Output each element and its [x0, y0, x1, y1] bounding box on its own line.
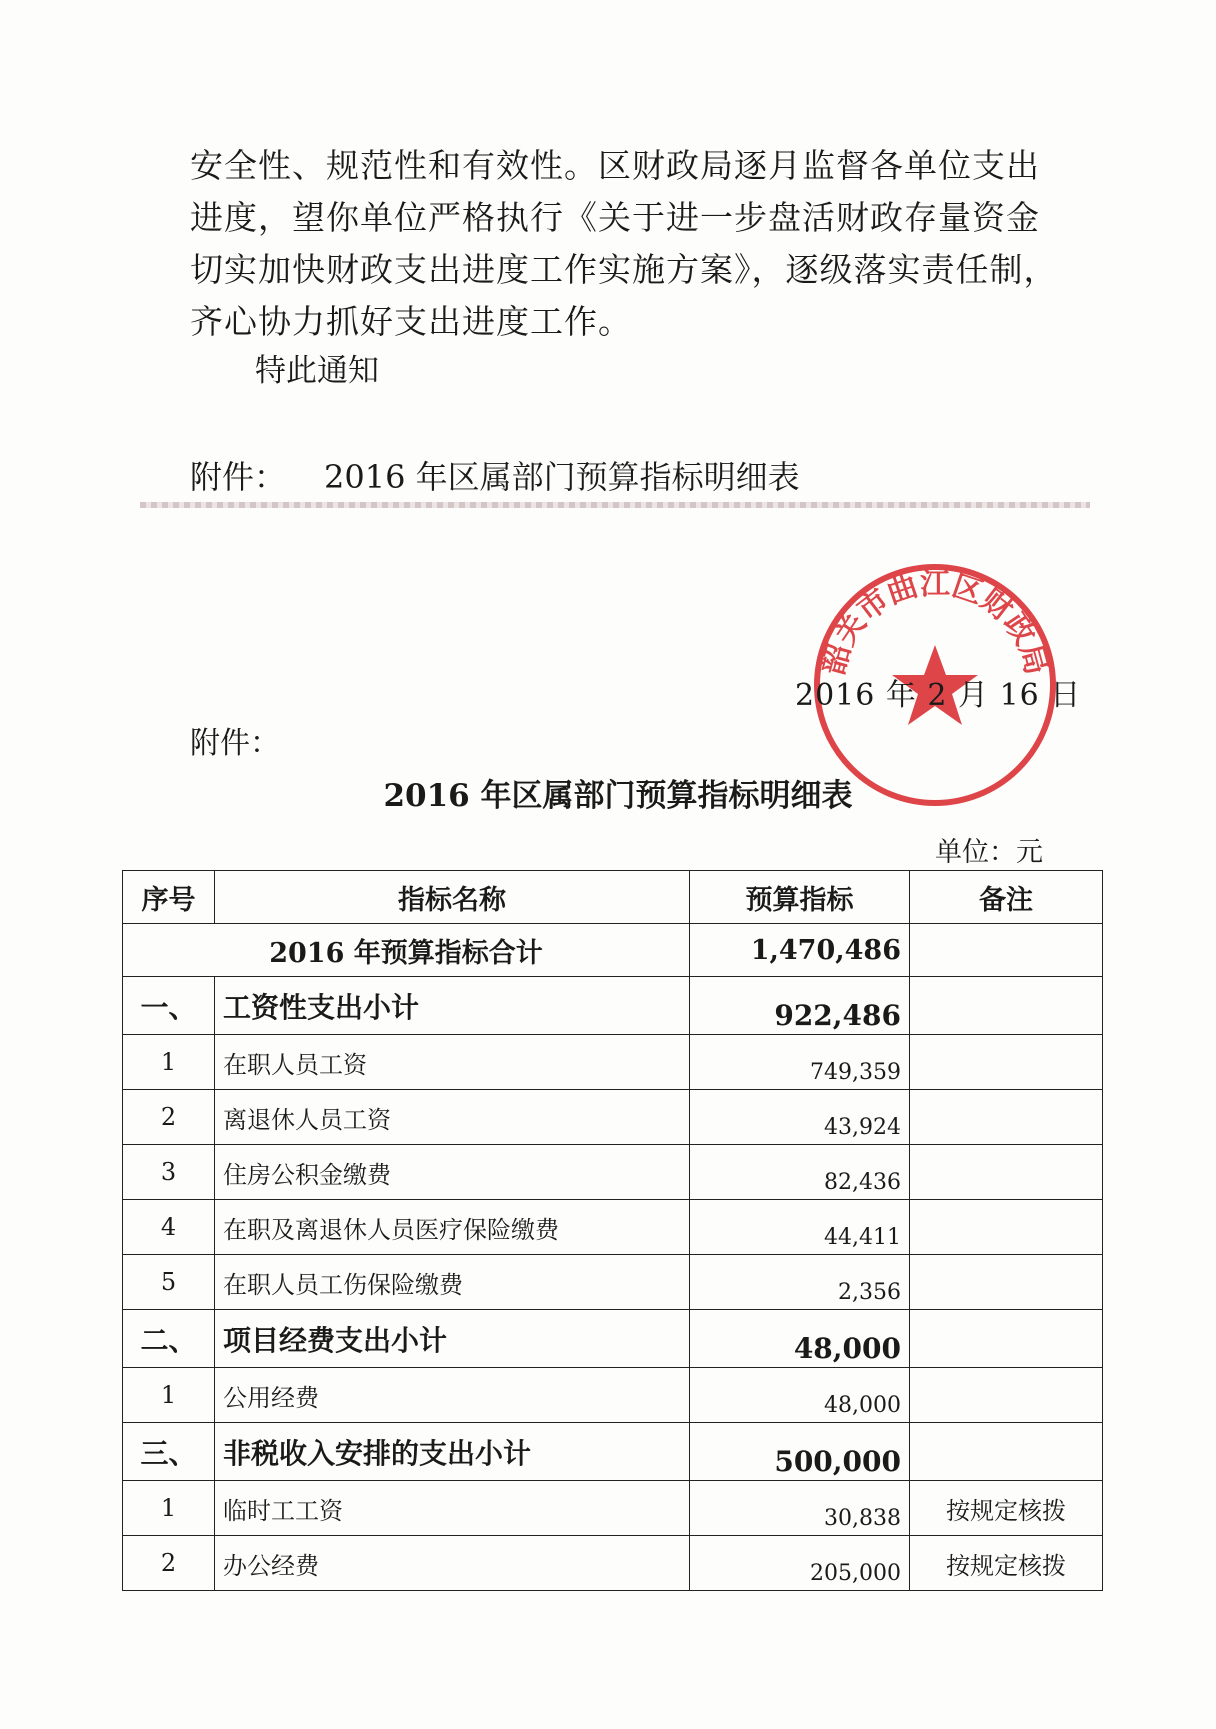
- header-amount: 预算指标: [690, 871, 910, 924]
- row-seq: 2: [123, 1536, 215, 1591]
- header-note: 备注: [910, 871, 1103, 924]
- body-paragraph: 安全性、规范性和有效性。区财政局逐月监督各单位支出进度，望你单位严格执行《关于进一步盘活财政存量资金切实加快财政支出进度工作实施方案》，逐级落实责任制，齐心协力抓好支出进度工作。: [190, 146, 1058, 341]
- subtotal-note: [910, 1423, 1103, 1481]
- row-amount: 30,838: [690, 1481, 910, 1536]
- table-row: [123, 1090, 1103, 1145]
- row-amount: 43,924: [690, 1090, 910, 1145]
- row-note: [910, 1090, 1103, 1145]
- row-seq: 1: [123, 1481, 215, 1536]
- attachment-line-title: 2016 年区属部门预算指标明细表: [324, 458, 800, 496]
- header-seq: 序号: [123, 871, 215, 924]
- subtotal-amount: 500,000: [690, 1423, 910, 1481]
- total-note: [910, 924, 1103, 977]
- table-row: [123, 1035, 1103, 1090]
- row-note: 按规定核拨: [910, 1481, 1103, 1536]
- subtotal-amount: 48,000: [690, 1310, 910, 1368]
- row-seq: 3: [123, 1145, 215, 1200]
- attachment-label: 附件：: [190, 726, 280, 761]
- row-note: [910, 1368, 1103, 1423]
- row-amount: 2,356: [690, 1255, 910, 1310]
- row-name: 公用经费: [215, 1368, 690, 1423]
- subtotal-seq: 二、: [123, 1310, 215, 1368]
- subtotal-seq: 三、: [123, 1423, 215, 1481]
- total-amount: 1,470,486: [690, 924, 910, 977]
- subtotal-row: [123, 1423, 1103, 1481]
- divider: [140, 502, 1090, 508]
- total-row: [123, 924, 1103, 977]
- table-row: [123, 1200, 1103, 1255]
- budget-table: [122, 870, 1103, 1591]
- row-note: [910, 1035, 1103, 1090]
- subtotal-note: [910, 1310, 1103, 1368]
- row-amount: 82,436: [690, 1145, 910, 1200]
- subtotal-seq: 一、: [123, 977, 215, 1035]
- table-row: [123, 1481, 1103, 1536]
- row-amount: 749,359: [690, 1035, 910, 1090]
- subtotal-name: 非税收入安排的支出小计: [215, 1423, 690, 1481]
- row-name: 离退休人员工资: [215, 1090, 690, 1145]
- row-name: 临时工工资: [215, 1481, 690, 1536]
- row-note: [910, 1200, 1103, 1255]
- header-name: 指标名称: [215, 871, 690, 924]
- table-header-row: [123, 871, 1103, 924]
- subtotal-amount: 922,486: [690, 977, 910, 1035]
- row-name: 在职人员工资: [215, 1035, 690, 1090]
- table-title: 2016 年区属部门预算指标明细表: [383, 778, 853, 814]
- body-text: [190, 140, 1070, 348]
- table-row: [123, 1368, 1103, 1423]
- unit-label: 单位：元: [935, 837, 1043, 868]
- total-name: 2016 年预算指标合计: [123, 924, 690, 977]
- row-note: [910, 1255, 1103, 1310]
- row-note: 按规定核拨: [910, 1536, 1103, 1591]
- subtotal-name: 工资性支出小计: [215, 977, 690, 1035]
- subtotal-row: [123, 1310, 1103, 1368]
- row-amount: 205,000: [690, 1536, 910, 1591]
- attachment-line: [190, 452, 800, 498]
- row-seq: 5: [123, 1255, 215, 1310]
- table-row: [123, 1255, 1103, 1310]
- row-seq: 1: [123, 1035, 215, 1090]
- table-row: [123, 1145, 1103, 1200]
- row-seq: 1: [123, 1368, 215, 1423]
- row-name: 住房公积金缴费: [215, 1145, 690, 1200]
- attachment-line-label: 附件：: [190, 458, 287, 496]
- row-seq: 2: [123, 1090, 215, 1145]
- document-date: 2016 年 2 月 16 日: [795, 678, 1082, 713]
- row-name: 在职及离退休人员医疗保险缴费: [215, 1200, 690, 1255]
- table-row: [123, 1536, 1103, 1591]
- subtotal-row: [123, 977, 1103, 1035]
- subtotal-name: 项目经费支出小计: [215, 1310, 690, 1368]
- row-amount: 44,411: [690, 1200, 910, 1255]
- row-note: [910, 1145, 1103, 1200]
- row-name: 办公经费: [215, 1536, 690, 1591]
- row-amount: 48,000: [690, 1368, 910, 1423]
- subtotal-note: [910, 977, 1103, 1035]
- row-seq: 4: [123, 1200, 215, 1255]
- seal-text: 韶关市曲江区财政局: [816, 566, 1054, 679]
- notice-closing: 特此通知: [255, 353, 379, 389]
- row-name: 在职人员工伤保险缴费: [215, 1255, 690, 1310]
